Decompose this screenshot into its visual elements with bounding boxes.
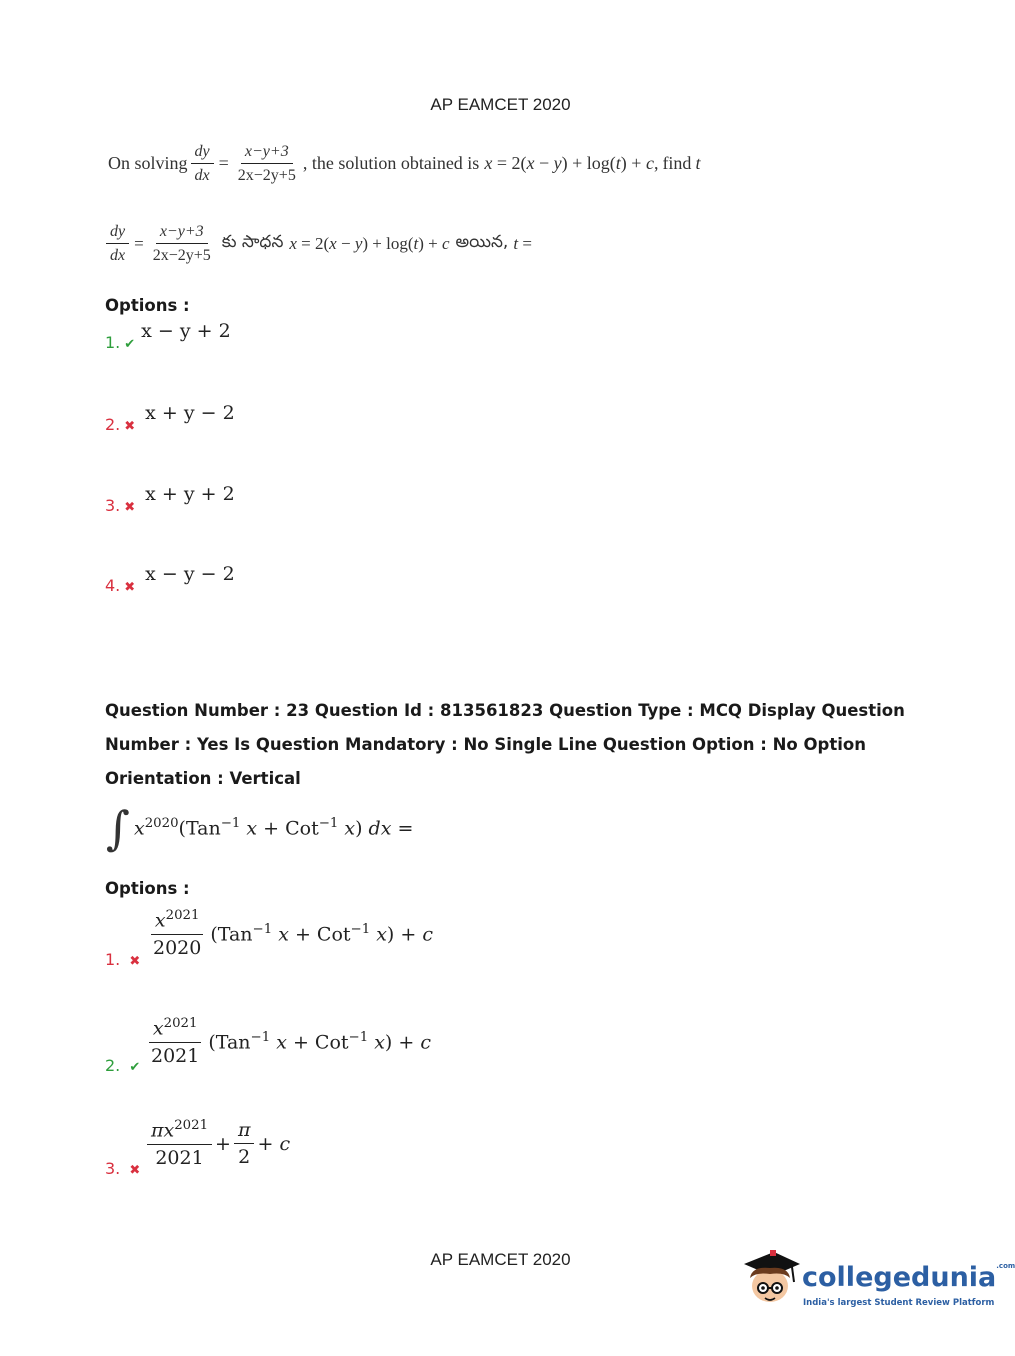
telugu-solution-text: కు సాధన: [221, 231, 284, 252]
page-footer: AP EAMCET 2020: [430, 1250, 571, 1269]
option-number: 2.: [105, 1056, 121, 1075]
option-item: [105, 950, 140, 969]
question-suffix: , the solution obtained is: [302, 153, 480, 174]
question-22-telugu: $\frac{dy}{dx}$ = $\frac{x-y+3}{2x-2y+5}$ కు సాధన x = 2(x − y) + log(t) + c అయిన, t =: [106, 222, 532, 265]
integral-sign: ∫: [106, 801, 130, 855]
fraction-dy-dx: $\frac{dy}{dx}$: [191, 142, 214, 185]
option-number: 3.: [105, 496, 121, 515]
check-icon: ✔: [124, 337, 136, 352]
check-icon: ✔: [129, 1060, 141, 1075]
brand-suffix: .com: [996, 1262, 1015, 1270]
page-header: AP EAMCET 2020: [430, 95, 571, 114]
cross-icon: ✖: [124, 580, 136, 595]
question-prefix: On solving: [108, 153, 188, 174]
option-item: [105, 483, 235, 515]
options-label: Options :: [105, 296, 190, 315]
option-text: x − y + 2: [141, 320, 231, 342]
question-23-meta-line-1: Question Number : 23 Question Id : 813561823 Question Type : MCQ Display Question: [105, 701, 905, 720]
cross-icon: ✖: [124, 419, 136, 434]
options-label: Options :: [105, 879, 190, 898]
option-number: 1.: [105, 333, 121, 352]
fraction-dy-dx-te: $\frac{dy}{dx}$: [106, 222, 129, 265]
question-23-meta-line-2: Number : Yes Is Question Mandatory : No Single Line Question Option : No Option: [105, 735, 866, 754]
option-number: 3.: [105, 1159, 121, 1178]
brand-tagline: India's largest Student Review Platform: [803, 1298, 995, 1308]
cross-icon: ✖: [124, 500, 136, 515]
option-item: [105, 1056, 140, 1075]
option-text: $\frac{\pi x^{2021}}{2021}$ + $\frac{\pi}{2}$ + c: [144, 1118, 290, 1170]
option-number: 4.: [105, 576, 121, 595]
cross-icon: ✖: [129, 1163, 141, 1178]
option-number: 1.: [105, 950, 121, 969]
question-23-meta-line-3: Orientation : Vertical: [105, 769, 301, 788]
fraction-rhs-te: $\frac{x-y+3}{2x-2y+5}$: [152, 223, 211, 265]
collegedunia-logo: [740, 1248, 1015, 1314]
question-23-expression: ∫ $x^{2020}(Tan^{-1}$ x + Cot$^{-1}$ x) dx =: [106, 801, 414, 855]
question-22-english: On solving $\frac{dy}{dx}$ = $\frac{x-y+3}{2x-2y+5}$ , the solution obtained is x = 2(x − y) + log(t) + c, find t: [108, 143, 701, 185]
question-find: find: [662, 153, 692, 174]
option-text: $\frac{x^{2021}}{2021}$ (Tan$^{-1}$ x + Cot$^{-1}$ x) + c: [144, 1016, 431, 1068]
brand-name: collegedunia: [802, 1262, 997, 1293]
option-text: x + y + 2: [145, 483, 235, 505]
option-item: [105, 1159, 140, 1178]
option-text: x − y − 2: [145, 563, 235, 585]
option-item: [105, 402, 235, 434]
telugu-if-text: అయిన,: [455, 231, 509, 252]
option-item: [105, 320, 231, 352]
fraction-rhs: $\frac{x-y+3}{2x-2y+5}$: [237, 143, 296, 185]
option-item: [105, 563, 235, 595]
option-text: x + y − 2: [145, 402, 235, 424]
option-number: 2.: [105, 415, 121, 434]
cross-icon: ✖: [129, 954, 141, 969]
option-text: $\frac{x^{2021}}{2020}$ (Tan$^{-1}$ x + Cot$^{-1}$ x) + c: [146, 908, 433, 960]
graduate-mascot-icon: [740, 1248, 802, 1312]
